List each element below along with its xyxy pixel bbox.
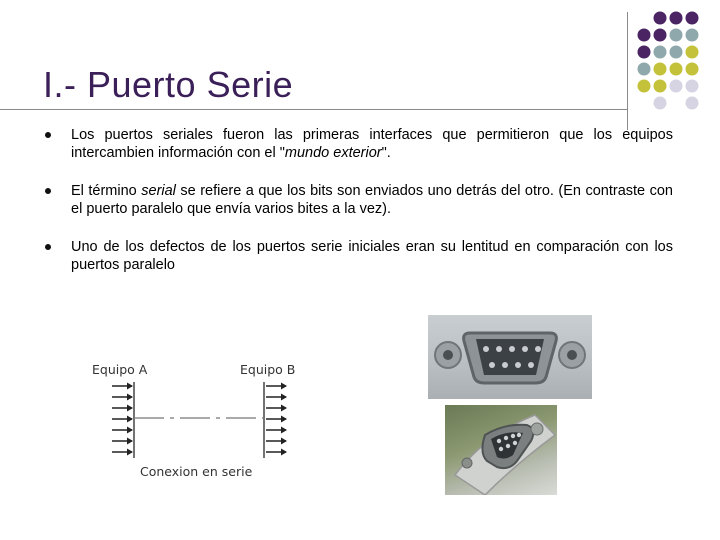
bullet-text-emphasis: serial — [141, 183, 176, 199]
arrow-head-icon — [127, 383, 133, 390]
arrow-head-icon — [127, 427, 133, 434]
bullet-text-before: El término — [71, 183, 142, 199]
bullet-list — [45, 126, 673, 294]
title-underline — [0, 109, 628, 110]
decorative-dot — [654, 80, 667, 93]
arrow-head-icon — [281, 383, 287, 390]
arrow-head-icon — [281, 427, 287, 434]
decorative-dot — [670, 80, 683, 93]
arrow-head-icon — [127, 438, 133, 445]
decorative-dot — [654, 46, 667, 59]
bullet-dot-icon — [45, 244, 51, 250]
arrow-head-icon — [127, 449, 133, 456]
decorative-dot — [686, 12, 699, 25]
bullet-item — [45, 126, 673, 162]
equipo-b-label: Equipo B — [240, 362, 296, 377]
arrow-head-icon — [281, 438, 287, 445]
arrow-head-icon — [281, 449, 287, 456]
arrow-head-icon — [281, 416, 287, 423]
serial-connection-diagram — [88, 360, 318, 485]
decorative-dot — [654, 97, 667, 110]
arrow-head-icon — [127, 405, 133, 412]
bullet-text-emphasis: mundo exterior — [284, 145, 382, 161]
bullet-item — [45, 238, 673, 274]
decorative-dot — [654, 63, 667, 76]
vertical-divider — [627, 12, 628, 130]
decorative-dot — [670, 63, 683, 76]
db9-cable-photo — [445, 405, 557, 495]
decorative-dot — [686, 29, 699, 42]
diagram-caption: Conexion en serie — [140, 464, 253, 479]
arrow-head-icon — [281, 405, 287, 412]
decorative-dot — [638, 46, 651, 59]
bullet-text-after: ". — [381, 145, 391, 161]
decorative-dot — [654, 29, 667, 42]
arrow-head-icon — [127, 394, 133, 401]
decorative-dot — [686, 97, 699, 110]
decorative-dot — [638, 80, 651, 93]
decorative-dot — [686, 46, 699, 59]
arrow-head-icon — [281, 394, 287, 401]
equipo-a-label: Equipo A — [92, 362, 148, 377]
bullet-text-after: se refiere a que los bits son enviados uno detrás del otro. (En contraste con el puerto paralelo que envía varios bites a la vez). — [71, 183, 673, 217]
bullet-text-before: Uno de los defectos de los puertos serie iniciales eran su lentitud en comparación con los puertos paralelo — [71, 239, 673, 273]
decorative-dot — [638, 29, 651, 42]
decorative-dot — [638, 63, 651, 76]
bullet-dot-icon — [45, 132, 51, 138]
slide-title: I.- Puerto Serie — [43, 64, 294, 105]
decorative-dot — [670, 46, 683, 59]
decorative-dot — [654, 12, 667, 25]
decorative-dot-grid — [636, 10, 720, 120]
arrow-head-icon — [127, 416, 133, 423]
bullet-item — [45, 182, 673, 218]
decorative-dot — [686, 63, 699, 76]
bullet-text-before: Los puertos seriales fueron las primeras interfaces que permitieron que los equipos intercambien información con el " — [71, 127, 673, 161]
decorative-dot — [670, 29, 683, 42]
decorative-dot — [686, 80, 699, 93]
db9-connector-photo — [428, 315, 592, 399]
decorative-dot — [670, 12, 683, 25]
bullet-dot-icon — [45, 188, 51, 194]
